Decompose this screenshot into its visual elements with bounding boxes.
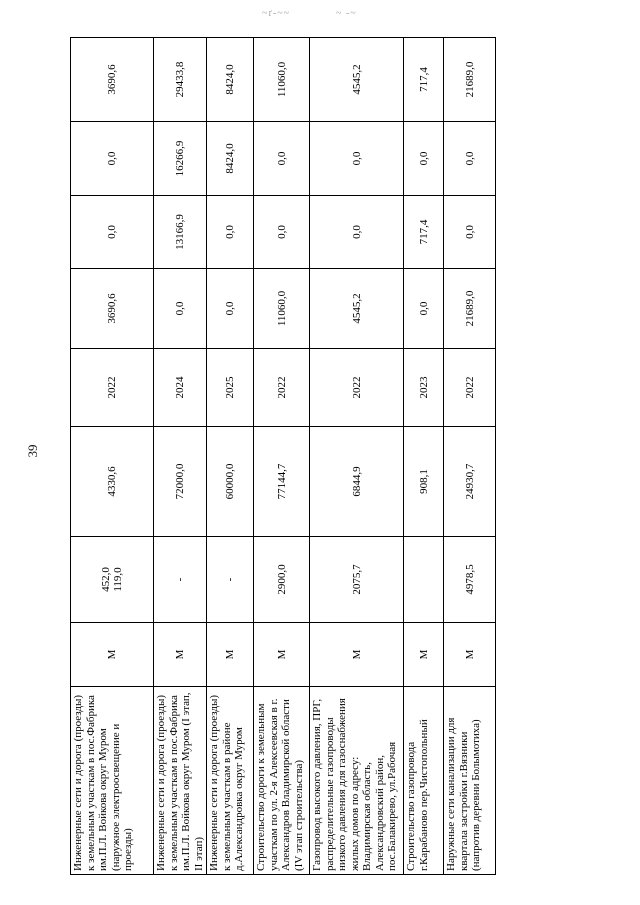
value-cell: - — [154, 537, 207, 623]
year-2022-cell: 0,0 — [404, 269, 444, 349]
estimated-cost-cell: 908,1 — [404, 427, 444, 537]
project-name-cell: Инженерные сети и дорога (проезды) к земельным участкам в пос.Фабрика им.П.Л. Войкова округ Муром (I этап, II этап) — [154, 687, 207, 875]
table-row — [207, 38, 254, 875]
project-name-cell: Наружные сети канализации для квартала застройки г.Вязники (напротив деревни Болымотиха) — [444, 687, 496, 875]
project-name-cell: Строительство газопровода г.Карабаново пер.Чистопольный — [404, 687, 444, 875]
estimated-cost-cell: 6844,9 — [310, 427, 404, 537]
type-code-cell: М — [154, 623, 207, 687]
estimated-cost-cell: 24930,7 — [444, 427, 496, 537]
year-2023-cell: 13166,9 — [154, 196, 207, 269]
year-2024-cell: 0,0 — [444, 122, 496, 196]
value-cell: 452,0 119,0 — [71, 537, 154, 623]
type-code-cell: М — [444, 623, 496, 687]
table-row — [71, 38, 154, 875]
table-row — [154, 38, 207, 875]
project-name-cell: Инженерные сети и дорога (проезды) к земельным участкам в пос.Фабрика им.П.Л. Войкова округ Муром (наружное электроосвещение и проезды) — [71, 687, 154, 875]
page-number: 39 — [25, 444, 40, 458]
scan-artifact: ~ґ-~~ — [262, 8, 291, 19]
type-code-cell: М — [71, 623, 154, 687]
estimated-cost-cell: 60000,0 — [207, 427, 254, 537]
year-2024-cell: 0,0 — [254, 122, 310, 196]
value-cell: 2900,0 — [254, 537, 310, 623]
year-2023-cell: 0,0 — [71, 196, 154, 269]
total-cell: 717,4 — [404, 38, 444, 122]
year-2023-cell: 717,4 — [404, 196, 444, 269]
completion-year-cell: 2022 — [310, 349, 404, 427]
rotated-table-container — [70, 38, 490, 875]
year-2024-cell: 0,0 — [71, 122, 154, 196]
completion-year-cell: 2023 — [404, 349, 444, 427]
total-cell: 11060,0 — [254, 38, 310, 122]
total-cell: 21689,0 — [444, 38, 496, 122]
year-2022-cell: 0,0 — [207, 269, 254, 349]
total-cell: 8424,0 — [207, 38, 254, 122]
total-cell: 29433,8 — [154, 38, 207, 122]
table-row — [310, 38, 404, 875]
year-2022-cell: 21689,0 — [444, 269, 496, 349]
type-code-cell: М — [404, 623, 444, 687]
value-cell: 2075,7 — [310, 537, 404, 623]
value-cell: - — [207, 537, 254, 623]
total-cell: 3690,6 — [71, 38, 154, 122]
completion-year-cell: 2022 — [444, 349, 496, 427]
type-code-cell: М — [310, 623, 404, 687]
estimated-cost-cell: 4330,6 — [71, 427, 154, 537]
year-2024-cell: 16266,9 — [154, 122, 207, 196]
type-code-cell: М — [207, 623, 254, 687]
completion-year-cell: 2022 — [71, 349, 154, 427]
value-cell: 4978,5 — [444, 537, 496, 623]
year-2024-cell: 8424,0 — [207, 122, 254, 196]
year-2023-cell: 0,0 — [444, 196, 496, 269]
table-row — [444, 38, 496, 875]
table-row — [404, 38, 444, 875]
project-name-cell: Инженерные сети и дорога (проезды) к земельным участкам в районе д.Александровка округ Муром — [207, 687, 254, 875]
estimated-cost-cell: 77144,7 — [254, 427, 310, 537]
year-2023-cell: 0,0 — [254, 196, 310, 269]
year-2024-cell: 0,0 — [404, 122, 444, 196]
project-name-cell: Строительство дороги к земельным участкам по ул. 2-я Алексеевская в г. Александров Владимирской области (IV этап строительства) — [254, 687, 310, 875]
year-2024-cell: 0,0 — [310, 122, 404, 196]
table-row — [254, 38, 310, 875]
scan-artifact: ~ -~ — [336, 8, 357, 19]
completion-year-cell: 2025 — [207, 349, 254, 427]
value-cell — [404, 537, 444, 623]
year-2023-cell: 0,0 — [207, 196, 254, 269]
type-code-cell: М — [254, 623, 310, 687]
completion-year-cell: 2024 — [154, 349, 207, 427]
year-2022-cell: 4545,2 — [310, 269, 404, 349]
year-2022-cell: 11060,0 — [254, 269, 310, 349]
project-name-cell: Газопровод высокого давления, ПРГ, распределительные газопроводы низкого давления для газоснабжения жилых домов по адресу: Владимирская область, Александровский район, пос.Балакирево, ул.Рабочая — [310, 687, 404, 875]
year-2022-cell: 3690,6 — [71, 269, 154, 349]
estimated-cost-cell: 72000,0 — [154, 427, 207, 537]
year-2023-cell: 0,0 — [310, 196, 404, 269]
year-2022-cell: 0,0 — [154, 269, 207, 349]
total-cell: 4545,2 — [310, 38, 404, 122]
projects-table — [70, 37, 496, 875]
completion-year-cell: 2022 — [254, 349, 310, 427]
